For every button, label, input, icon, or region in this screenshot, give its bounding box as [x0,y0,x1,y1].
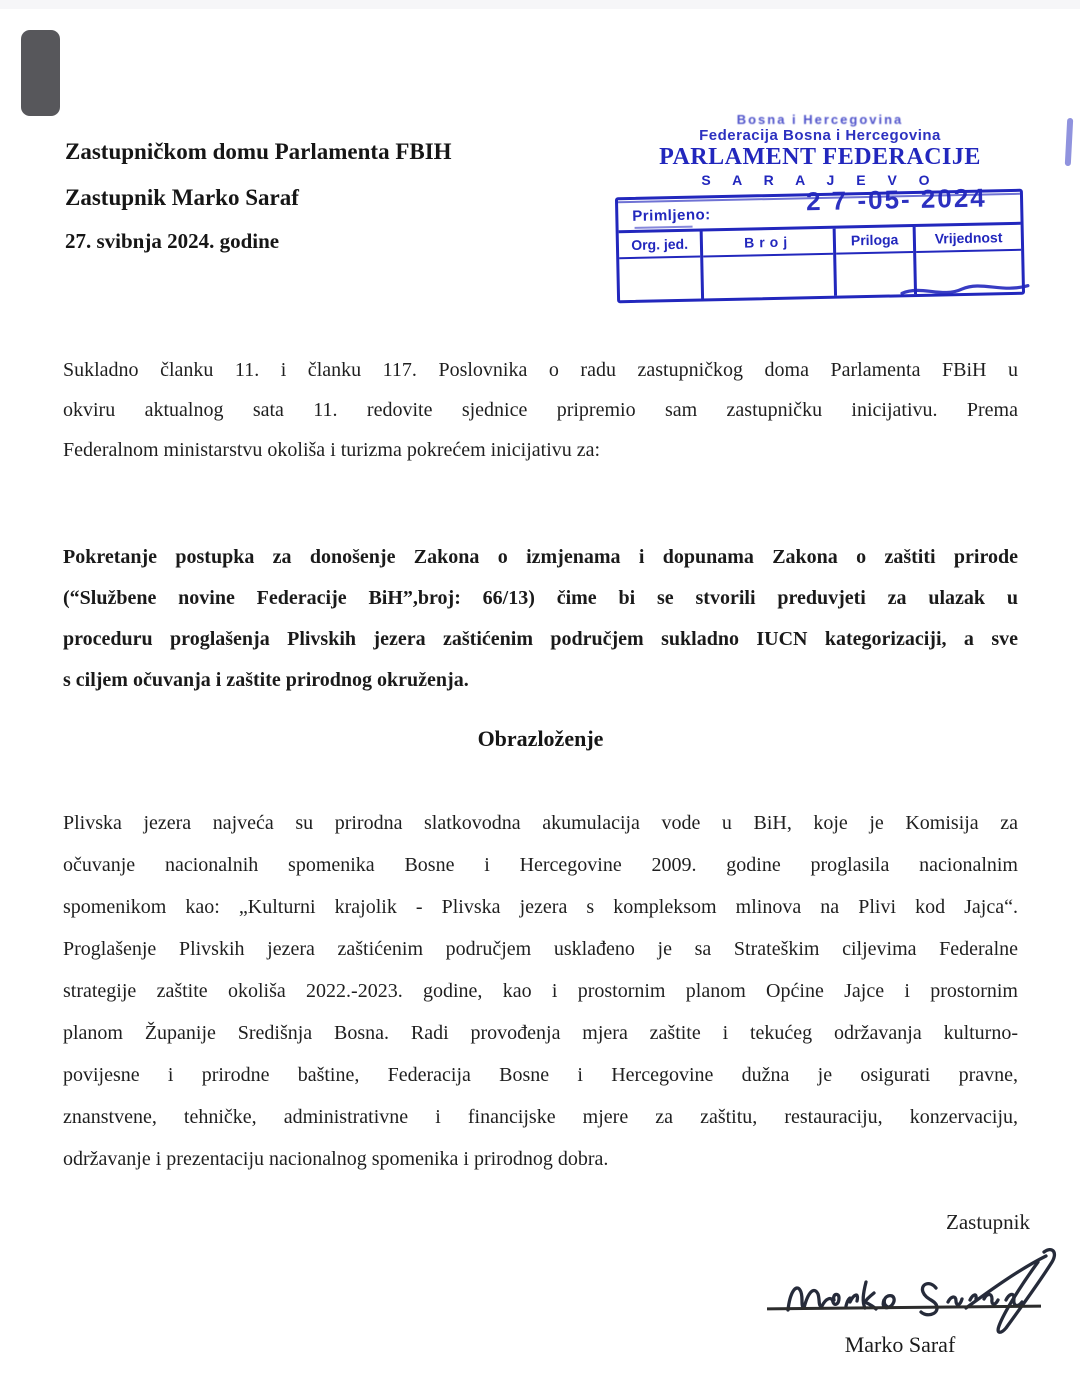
parliament-receipt-stamp [616,112,1024,299]
sender-line: Zastupnik Marko Saraf [65,185,299,210]
paragraph-line: Proglašenje Plivskih jezera zaštićenim područjem usklađeno je sa Strateškim ciljevima Federalne [63,938,1018,960]
paragraph-explanation [63,802,1018,1180]
signature-printed-name: Marko Saraf [844,1332,956,1357]
stamp-col-header: Vrijednost [916,225,1021,253]
date-line: 27. svibnja 2024. godine [65,229,280,253]
stamp-ink-smudge [1065,118,1074,166]
stamp-col-broj [703,229,837,298]
paragraph-line: održavanje i prezentaciju nacionalnog spomenika i prirodnog dobra. [63,1148,609,1170]
paragraph-initiative [63,537,1018,701]
signature-handwriting [760,1244,1060,1344]
stamp-received-label: Primljeno: [632,206,711,225]
stamp-table [615,182,1025,304]
stamp-ink-squiggle [900,275,1033,308]
stamp-col-header: Broj [703,229,833,258]
paragraph-line: strategije zaštite okoliša 2022.-2023. godine, kao i prostornim planom Općine Jajce i prostornim [63,980,1018,1002]
stamp-col-header: Priloga [836,227,914,255]
paragraph-line: znanstvene, tehničke, administrativne i financijske mjere za zaštitu, restauraciju, konzervaciju, [63,1106,1018,1128]
paragraph-line: Sukladno članku 11. i članku 117. Poslovnika o radu zastupničkog doma Parlamenta FBiH u [63,359,1018,381]
paragraph-line: okviru aktualnog sata 11. redovite sjednice pripremio sam zastupničku inicijativu. Prema [63,399,1018,421]
paragraph-line: proceduru proglašenja Plivskih jezera zaštićenim područjem sukladno IUCN kategorizaciji, a sve [63,628,1018,650]
paragraph-intro [63,350,1018,470]
stamp-col-header: Org. jed. [619,232,701,260]
paragraph-line: spomenikom kao: „Kulturni krajolik - Plivska jezera s kompleksom mlinova na Plivi kod Jajca“. [63,896,1018,918]
scan-edge-strip [0,0,1080,9]
paragraph-line: Plivska jezera najveća su prirodna slatkovodna akumulacija vode u BiH, koje je Komisija za [63,812,1018,834]
paragraph-line: Pokretanje postupka za donošenje Zakona o izmjenama i dopunama Zakona o zaštiti prirode [63,546,1018,568]
stamp-col-org-jed [619,231,705,299]
section-heading: Obrazloženje [477,726,604,751]
stamp-institution-title: PARLAMENT FEDERACIJE [659,144,981,170]
paragraph-line: povijesne i prirodne baštine, Federacija Bosne i Hercegovine dužna je osigurati pravne, [63,1064,1018,1086]
stamp-federation-line: Federacija Bosna i Hercegovina [699,127,941,144]
recipient-line: Zastupničkom domu Parlamenta FBIH [65,139,452,164]
redaction-block [21,30,60,116]
signature-role-label: Zastupnik [946,1210,1030,1234]
stamp-country-line: Bosna i Hercegovina [736,112,904,127]
paragraph-line: Federalnom ministarstvu okoliša i turizma pokrećem inicijativu za: [63,439,601,461]
paragraph-line: (“Službene novine Federacije BiH”,broj: 66/13) čime bi se stvorili preduvjeti za ulazak u [63,587,1018,609]
paragraph-line: planom Županije Središnja Bosna. Radi provođenja mjera zaštite i tekućeg održavanja kulturno- [63,1022,1018,1044]
paragraph-line: očuvanje nacionalnih spomenika Bosne i Hercegovine 2009. godine proglasila nacionalnim [63,854,1018,876]
paragraph-line: s ciljem očuvanja i zaštite prirodnog okruženja. [63,669,469,691]
stamp-received-date: 2 7 -05- 2024 [805,182,988,217]
stamp-city: S A R A J E V O [701,172,939,188]
